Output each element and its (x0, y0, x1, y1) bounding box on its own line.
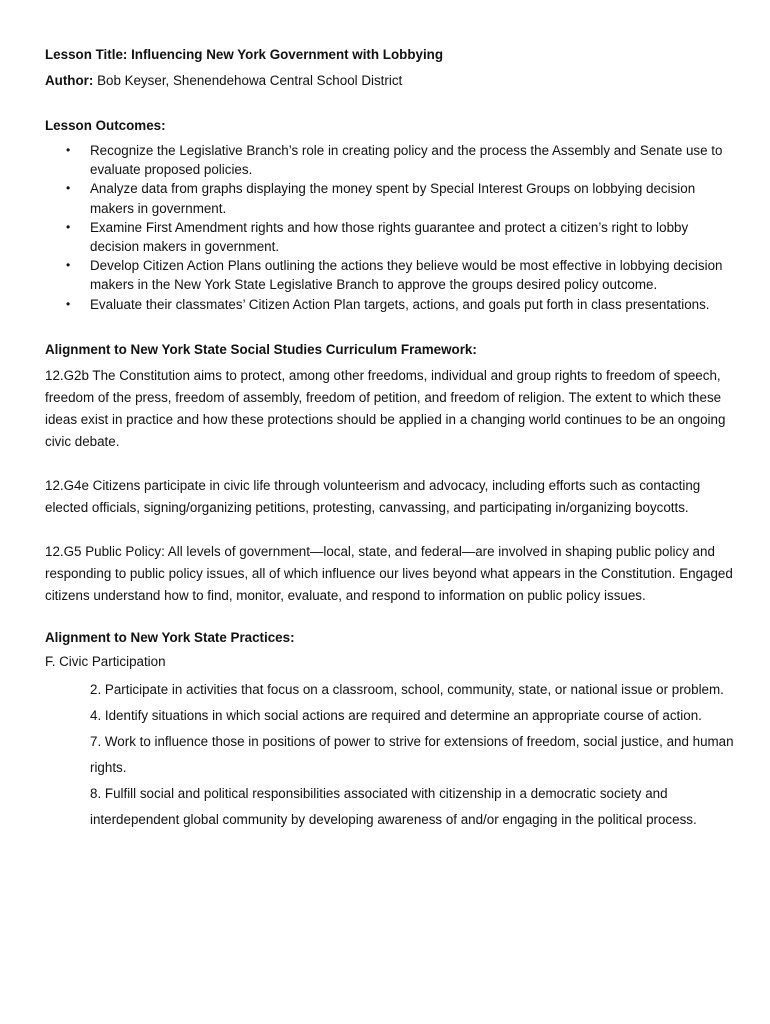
list-item (45, 256, 735, 294)
practices-heading: Alignment to New York State Practices: (45, 629, 295, 645)
author-line (45, 72, 735, 90)
bullet-icon: • (66, 181, 71, 196)
outcome-text: Develop Citizen Action Plans outlining the actions they believe would be most effective in lobbying decision makers in the New York State Legislative Branch to approve the groups desired policy outcome. (90, 258, 723, 293)
outcomes-list (45, 141, 735, 314)
lesson-title: Lesson Title: Influencing New York Government with Lobbying (45, 47, 444, 62)
practice-item: 8. Fulfill social and political responsibilities associated with citizenship in a democratic society and interdependent global community by developing awareness of and/or engaging in the political process. (90, 785, 697, 827)
author-value: Bob Keyser, Shenendehowa Central School District (93, 73, 403, 88)
outcome-text: Evaluate their classmates’ Citizen Action Plan targets, actions, and goals put forth in class presentations. (90, 296, 710, 312)
bullet-icon: • (66, 258, 71, 273)
practice-item: 4. Identify situations in which social actions are required and determine an appropriate course of action. (90, 707, 702, 723)
bullet-icon: • (66, 143, 71, 157)
outcomes-heading: Lesson Outcomes: (45, 118, 166, 133)
bullet-icon: • (66, 296, 71, 311)
framework-paragraph: 12.G4e Citizens participate in civic life through volunteerism and advocacy, including efforts such as contacting elected officials, signing/organizing petitions, protesting, canvassing, and participating in/organizing boycotts. (45, 477, 701, 515)
framework-paragraph: 12.G2b The Constitution aims to protect, among other freedoms, individual and group rights to freedom of speech, freedom of the press, freedom of assembly, freedom of petition, and freedom of religion. The extent to which these ideas exist in practice and how these protections should be applied in a changing world continues to be an ongoing civic debate. (45, 367, 726, 449)
outcome-text: Analyze data from graphs displaying the money spent by Special Interest Groups on lobbying decision makers in government. (90, 181, 696, 216)
list-item (45, 218, 735, 256)
list-item (45, 295, 735, 314)
framework-paragraph: 12.G5 Public Policy: All levels of government—local, state, and federal—are involved in shaping public policy and responding to public policy issues, all of which influence our lives beyond what appears in the Constitution. Engaged citizens understand how to find, monitor, evaluate, and respond to information on public policy issues. (45, 543, 733, 603)
outcome-text: Recognize the Legislative Branch’s role in creating policy and the process the Assembly and Senate use to evaluate proposed policies. (90, 143, 723, 178)
practices-subheading: F. Civic Participation (45, 653, 166, 669)
practice-item: 7. Work to influence those in positions of power to strive for extensions of freedom, social justice, and human rights. (90, 733, 734, 775)
list-item (45, 141, 735, 179)
bullet-icon: • (66, 219, 71, 234)
outcome-text: Examine First Amendment rights and how those rights guarantee and protect a citizen’s right to lobby decision makers in government. (90, 219, 689, 255)
list-item (45, 179, 735, 217)
author-label: Author: (45, 73, 94, 88)
document-page (45, 46, 735, 833)
practice-item: 2. Participate in activities that focus on a classroom, school, community, state, or national issue or problem. (90, 681, 724, 697)
framework-heading: Alignment to New York State Social Studies Curriculum Framework: (45, 341, 477, 357)
